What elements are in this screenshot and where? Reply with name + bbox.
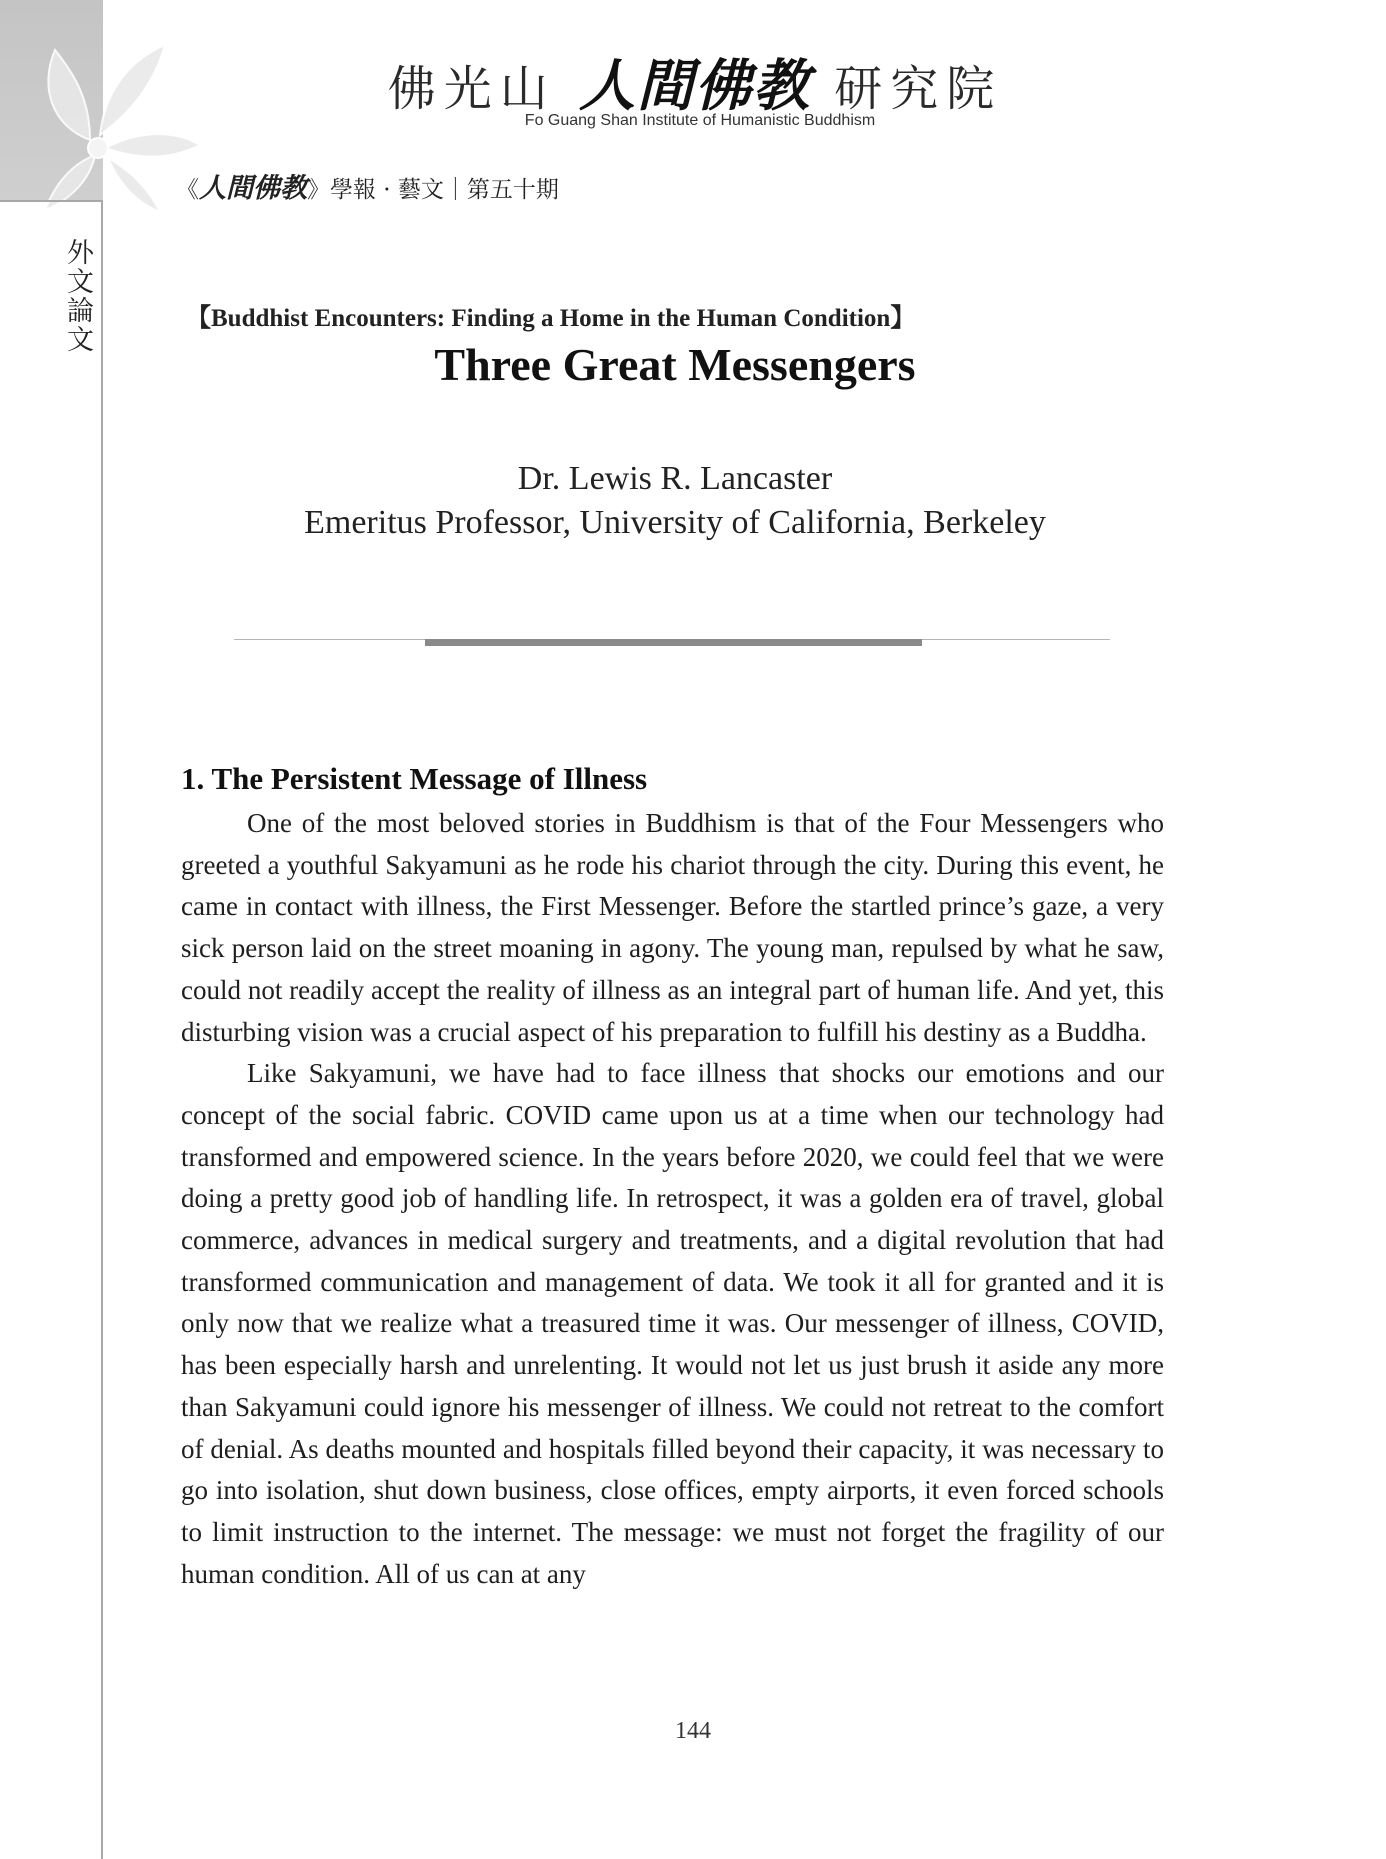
journal-issue-info: 》學報 · 藝文｜第五十期 (307, 177, 559, 203)
article-body (181, 803, 1164, 1595)
author-affiliation: Emeritus Professor, University of California, Berkeley (304, 504, 1046, 541)
journal-bracket-open: 《 (176, 177, 199, 203)
page-number: 144 (675, 1718, 711, 1744)
body-paragraph: One of the most beloved stories in Buddhism is that of the Four Messengers who greeted a youthful Sakyamuni as he rode his chariot through the city. During this event, he came in contact with illness, the First Messenger. Before the startled prince’s gaze, a very sick person laid on the street moaning in agony. The young man, repulsed by what he saw, could not readily accept the reality of illness as an integral part of human life. And yet, this disturbing vision was a crucial aspect of his preparation to fulfill his destiny as a Buddha. (181, 808, 1164, 1047)
body-paragraph: Like Sakyamuni, we have had to face illness that shocks our emotions and our concept of the social fabric. COVID came upon us at a time when our technology had transformed and empowered science. In the years before 2020, we could feel that we were doing a pretty good job of handling life. In retrospect, it was a golden era of travel, global commerce, advances in medical surgery and treatments, and a digital revolution that had transformed communication and management of data. We took it all for granted and it is only now that we realize what a treasured time it was. Our messenger of illness, COVID, has been especially harsh and unrelenting. It would not let us just brush it aside any more than Sakyamuni could ignore his messenger of illness. We could not retreat to the comfort of denial. As deaths mounted and hospitals filled beyond their capacity, it was necessary to go into isolation, shut down business, close offices, empty airports, it even forced schools to limit instruction to the internet. The message: we must not forget the fragility of our human condition. All of us can at any (181, 1058, 1164, 1589)
margin-rule-cap (0, 200, 103, 202)
journal-brand-calligraphy: 人間佛教 (199, 173, 307, 204)
margin-rule (101, 200, 103, 1859)
institute-name-left: 佛光山 (387, 61, 556, 117)
section-side-label: 外文論文 (62, 238, 93, 354)
institute-name-right: 研究院 (834, 61, 1003, 117)
series-title: 【Buddhist Encounters: Finding a Home in the Human Condition】 (186, 305, 916, 332)
journal-running-header (176, 166, 559, 205)
article-title: Three Great Messengers (434, 339, 916, 390)
section-heading: 1. The Persistent Message of Illness (181, 761, 648, 796)
institute-brand-calligraphy: 人間佛教 (579, 53, 811, 119)
institute-name-english: Fo Guang Shan Institute of Humanistic Buddhism (524, 112, 876, 129)
author-name: Dr. Lewis R. Lancaster (517, 460, 833, 497)
institute-name-chinese (385, 42, 1005, 122)
author-block (180, 457, 1170, 545)
title-divider-thick (425, 639, 922, 646)
